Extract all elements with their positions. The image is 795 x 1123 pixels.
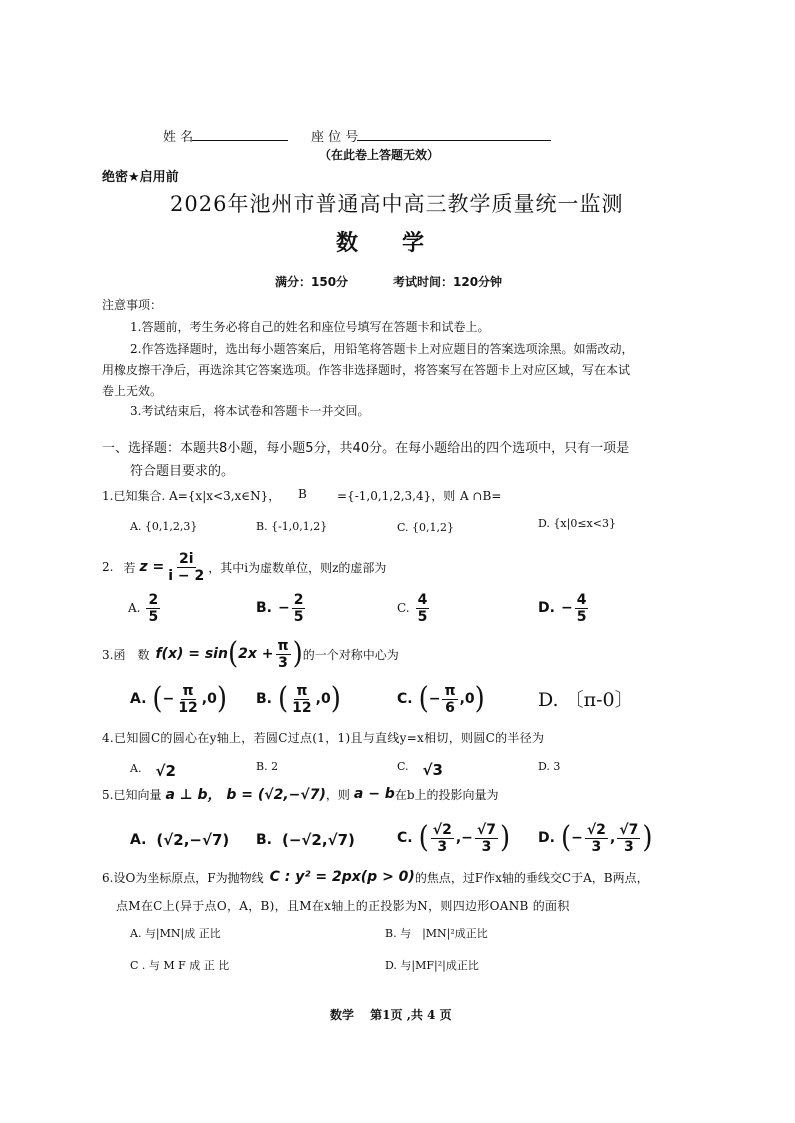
q4-option-c[interactable] <box>397 753 443 779</box>
q3-opt-sign: − <box>162 691 175 707</box>
q5-option-a[interactable] <box>130 820 229 860</box>
q5-d-den-2: 3 <box>623 838 634 855</box>
page-footer: 数学 第1页 ,共 4 页 <box>330 1008 452 1022</box>
question-2-stem <box>102 549 386 585</box>
note-item: 1.答题前，考生务必将自己的姓名和座位号填写在答题卡和试卷上。 <box>130 320 490 334</box>
note-item: 3.考试结束后，将本试卷和答题卡一并交回。 <box>130 404 370 418</box>
q3-option-label: A. <box>130 691 147 707</box>
name-field-line <box>192 126 288 145</box>
question-1-stem-c: ={-1,0,1,2,3,4}，则 <box>337 489 456 503</box>
q5-d-num-1: √2 <box>586 821 606 838</box>
q3-opt-tail: ,0 <box>459 691 475 707</box>
q2-pre: 若 <box>123 560 136 575</box>
q2-post: ，其中i为虚数单位，则z的虚部为 <box>208 560 387 575</box>
q2-opt-sign: − <box>560 600 573 616</box>
q3-opt-denominator: 12 <box>178 699 198 716</box>
q4-option-label: A. <box>130 761 142 775</box>
q3-option-a[interactable]: A. ( − $\frac{\pi}{12}$ ,0 ) <box>130 681 228 717</box>
q3-opt-sign: − <box>428 691 441 707</box>
q5-c-den-2: 3 <box>481 838 492 855</box>
q4-option-b[interactable]: B. 2 <box>256 760 279 773</box>
subject-title: 数 学 <box>336 230 425 256</box>
note-item: 用橡皮擦干净后，再选涂其它答案选项。作答非选择题时，将答案写在答题卡上对应区域，写在本试 <box>102 363 631 377</box>
q2-fraction <box>166 551 206 584</box>
section-heading-cont: 符合题目要求的。 <box>130 464 235 479</box>
q5-d-den-1: 3 <box>591 838 602 855</box>
q2-option-c[interactable] <box>397 590 431 626</box>
q4-option-a[interactable] <box>130 756 176 780</box>
invalid-note: （在此卷上答题无效） <box>319 148 440 162</box>
q5-option-label: A. <box>130 832 147 848</box>
q3-opt-tail: ,0 <box>201 691 217 707</box>
q6-option-c[interactable]: C . 与 M F 成 正 比 <box>130 959 230 972</box>
q5-option-label: B. <box>256 832 272 848</box>
q2-option-a[interactable] <box>128 590 162 626</box>
full-score: 满分：150分 <box>275 275 349 289</box>
q5-c-den-1: 3 <box>437 838 448 855</box>
q5-opt-b-value: (−√2,√7) <box>282 831 355 849</box>
q3-three: 3 <box>278 654 288 671</box>
q3-func: f(x) = sin <box>155 646 228 662</box>
q2-option-d[interactable] <box>538 590 590 626</box>
q5-cond: a ⊥ b， b = (√2,−√7) <box>165 787 326 803</box>
q2-opt-sign: − <box>278 600 290 616</box>
question-6-stem <box>102 866 649 888</box>
question-3-stem: 3.函 数 f(x) = sin ( 2x + $\frac{\pi}{3}$ ) 的一个对称中心为 <box>102 636 399 672</box>
q3-option-label: B. <box>256 691 272 707</box>
q3-opt-denominator: 12 <box>292 699 312 716</box>
q5-option-c[interactable]: C. ( $\frac{√2}{3}$ ,− $\frac{√7}{3}$ ) <box>397 820 511 856</box>
q2-option-label: A. <box>128 601 141 615</box>
q2-numerator: 2i <box>178 550 194 567</box>
q5-pre: 5.已知向量 <box>102 787 162 802</box>
name-label: 姓 名 <box>163 130 194 145</box>
q3-pre: 3.函 数 <box>102 647 150 662</box>
q2-opt-numerator: 4 <box>576 591 587 608</box>
q2-opt-denominator: 5 <box>293 608 304 625</box>
question-5-stem <box>102 780 499 808</box>
q5-option-label: C. <box>397 830 413 846</box>
q2-option-label: D. <box>538 600 555 616</box>
q5-expr: a − b <box>353 786 395 802</box>
secret-label: 绝密★启用前 <box>102 170 179 185</box>
q3-opt-tail: ,0 <box>315 691 331 707</box>
q4-option-d[interactable]: D. 3 <box>538 760 561 773</box>
question-1-stem-a: 1.已知集合. A={x|x<3,x∈N}， <box>102 489 281 503</box>
q2-number: 2. <box>102 560 114 574</box>
q5-c-num-1: √2 <box>432 821 452 838</box>
question-1-stem-d: A ∩B= <box>460 489 502 503</box>
section-heading: 一、选择题：本题共8小题，每小题5分，共40分。在每小题给出的四个选项中，只有一项是 <box>102 441 630 456</box>
q5-option-d[interactable]: D. ( − $\frac{√2}{3}$ , $\frac{√7}{3}$ ) <box>538 820 653 856</box>
q3-option-b[interactable]: B. ( $\frac{\pi}{12}$ ,0 ) <box>256 681 341 717</box>
q2-denominator: i − 2 <box>168 567 205 584</box>
q2-opt-denominator: 5 <box>148 608 159 625</box>
q3-post: 的一个对称中心为 <box>302 647 399 662</box>
q5-option-b[interactable] <box>256 820 355 860</box>
q6-option-b[interactable]: B. 与 |MN|²成正比 <box>385 927 488 940</box>
q2-opt-numerator: 4 <box>417 591 428 608</box>
q6-pre: 6.设O为坐标原点，F为抛物线 <box>102 870 264 885</box>
question-4-stem: 4.已知圆C的圆心在y轴上，若圆C过点(1，1)且与直线y=x相切，则圆C的半径为 <box>102 731 545 745</box>
q3-option-c[interactable]: C. ( − $\frac{\pi}{6}$ ,0 ) <box>397 681 485 717</box>
q4-root-2: √2 <box>155 762 176 780</box>
q2-opt-numerator: 2 <box>293 591 304 608</box>
question-1-stem-b: B <box>298 487 307 501</box>
note-item: 2.作答选择题时，选出每小题答案后，用铅笔将答题卡上对应题目的答案选项涂黑。如需改动， <box>130 342 634 356</box>
q2-option-label: B. <box>256 600 272 616</box>
q6-option-d[interactable]: D. 与|MF|²|成正比 <box>385 959 479 972</box>
q6-curve: C : y² = 2px(p > 0) <box>269 869 415 885</box>
q2-opt-denominator: 5 <box>417 608 428 625</box>
q1-option-b[interactable]: B. {-1,0,1,2} <box>256 520 328 533</box>
page-title: 2026年池州市普通高中高三教学质量统一监测 <box>170 192 624 216</box>
q5-post: 在b上的投影向量为 <box>394 787 499 802</box>
note-item: 卷上无效。 <box>102 384 163 398</box>
q5-d-num-2: √7 <box>619 821 639 838</box>
q5-option-label: D. <box>538 830 555 846</box>
q5-opt-a-value: (√2,−√7) <box>156 831 230 849</box>
q2-opt-numerator: 2 <box>148 591 159 608</box>
q2-opt-denominator: 5 <box>576 608 587 625</box>
q6-post: 的焦点，过F作x轴的垂线交C于A，B两点， <box>414 870 649 885</box>
q5-c-num-2: √7 <box>476 821 496 838</box>
seat-label: 座 位 号 <box>311 130 359 145</box>
question-6-stem-cont: 点M在C上(异于点O，A，B)，且M在x轴上的正投影为N，则四边形OANB 的面积 <box>116 899 570 913</box>
q3-option-d[interactable]: D. 〔π-0〕 <box>538 689 634 711</box>
q5-mid: ，则 <box>325 787 350 802</box>
q1-option-c[interactable]: C. {0,1,2} <box>397 521 455 534</box>
q4-option-label: C. <box>397 759 409 773</box>
q1-option-a[interactable]: A. {0,1,2,3} <box>130 520 198 533</box>
q2-option-label: C. <box>397 601 410 615</box>
q3-option-label: C. <box>397 691 413 707</box>
q3-arg: 2x + <box>238 646 274 662</box>
q4-root-3: √3 <box>422 761 443 779</box>
q2-option-b[interactable] <box>256 590 307 626</box>
exam-time: 考试时间：120分钟 <box>393 275 503 289</box>
notes-heading: 注意事项： <box>102 298 163 312</box>
q2-z: z = <box>139 559 165 575</box>
seat-field-line <box>357 126 551 145</box>
q3-opt-denominator: 6 <box>445 699 455 716</box>
q3-pi: π <box>277 637 289 654</box>
q1-option-d[interactable]: D. {x|0≤x<3} <box>538 517 616 530</box>
q6-option-a[interactable]: A. 与|MN|成 正比 <box>130 927 221 940</box>
